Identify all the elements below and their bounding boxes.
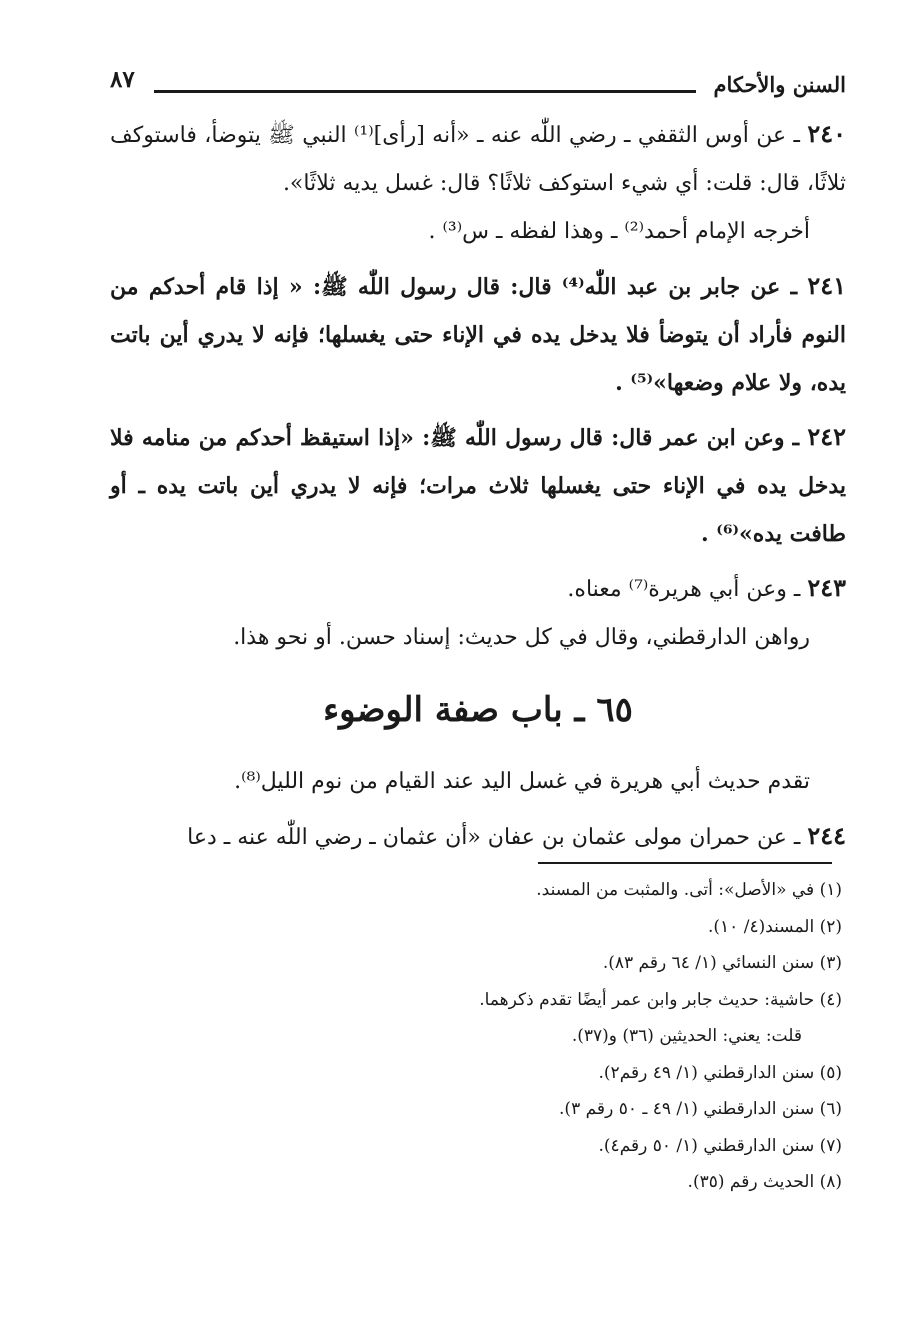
hadith-243 — [110, 564, 846, 614]
hadith-number: ٢٤٤ — [807, 821, 846, 850]
hadith-244 — [110, 812, 846, 862]
page-number: ٨٧ — [110, 66, 135, 93]
hadith-text: ـ عن جابر بن عبد اللّٰه⁽⁴⁾ قال: قال رسول اللّٰه ﷺ: « إذا قام أحدكم من النوم فأراد أن يتوضأ فلا يدخل يده في الإناء حتى يغسلها؛ فإنه لا يدري أين باتت يده، ولا علام وضعها»⁽⁵⁾ . — [110, 274, 846, 396]
chapter-intro: تقدم حديث أبي هريرة في غسل اليد عند القيام من نوم الليل⁽⁸⁾. — [234, 769, 810, 794]
page-header — [110, 66, 846, 106]
hadith-number: ٢٤١ — [807, 271, 846, 300]
footnote-6: (٦) سنن الدارقطني (١/ ٤٩ ـ ٥٠ رقم ٣). — [559, 1099, 842, 1119]
footnote-8: (٨) الحديث رقم (٣٥). — [687, 1172, 842, 1192]
footnote-1: (١) في «الأصل»: أتى. والمثبت من المسند. — [536, 880, 842, 900]
page-body — [110, 110, 846, 862]
chapter-heading: ٦٥ ـ باب صفة الوضوء — [323, 690, 633, 730]
header-rule — [154, 90, 696, 93]
hadith-240 — [110, 110, 846, 208]
hadith-number: ٢٤٣ — [807, 573, 846, 602]
hadith-number: ٢٤٢ — [807, 422, 846, 451]
footnotes — [110, 872, 842, 1201]
hadith-number: ٢٤٠ — [807, 119, 846, 148]
hadith-text: ـ وعن ابن عمر قال: قال رسول اللّٰه ﷺ: «إذا استيقظ أحدكم من منامه فلا يدخل يده في الإناء حتى يغسلها ثلاث مرات؛ فإنه لا يدري أين باتت يده ـ أو طافت يده»⁽⁶⁾ . — [110, 425, 846, 547]
footnote-5: (٥) سنن الدارقطني (١/ ٤٩ رقم٢). — [598, 1062, 842, 1083]
hadith-241 — [110, 262, 846, 407]
footnote-2: (٢) المسند(٤/ ١٠). — [708, 916, 842, 937]
running-title: السنن والأحكام — [713, 72, 846, 97]
footnote-4: (٤) حاشية: حديث جابر وابن عمر أيضًا تقدم ذكرهما. — [479, 989, 842, 1010]
hadith-243-source: رواهن الدارقطني، وقال في كل حديث: إسناد حسن. أو نحو هذا. — [233, 625, 810, 650]
hadith-text: ـ وعن أبي هريرة⁽⁷⁾ معناه. — [567, 577, 808, 602]
footnote-3: (٣) سنن النسائي (١/ ٦٤ رقم ٨٣). — [602, 953, 842, 973]
footnote-separator — [538, 862, 832, 864]
hadith-text: ـ عن حمران مولى عثمان بن عفان «أن عثمان ـ رضي اللّٰه عنه ـ دعا — [187, 825, 808, 850]
hadith-240-source: أخرجه الإمام أحمد⁽²⁾ ـ وهذا لفظه ـ س⁽³⁾ . — [428, 219, 810, 244]
footnote-4-note: قلت: يعني: الحديثين (٣٦) و(٣٧). — [571, 1026, 802, 1046]
hadith-242 — [110, 413, 846, 558]
hadith-text: ـ عن أوس الثقفي ـ رضي اللّٰه عنه ـ «أنه [رأى]⁽¹⁾ النبي ﷺ يتوضأ، فاستوكف ثلاثًا، قال: قلت: أي شيء استوكف ثلاثًا؟ قال: غسل يديه ثلاثًا». — [110, 123, 846, 196]
footnote-7: (٧) سنن الدارقطني (١/ ٥٠ رقم٤). — [598, 1135, 842, 1156]
